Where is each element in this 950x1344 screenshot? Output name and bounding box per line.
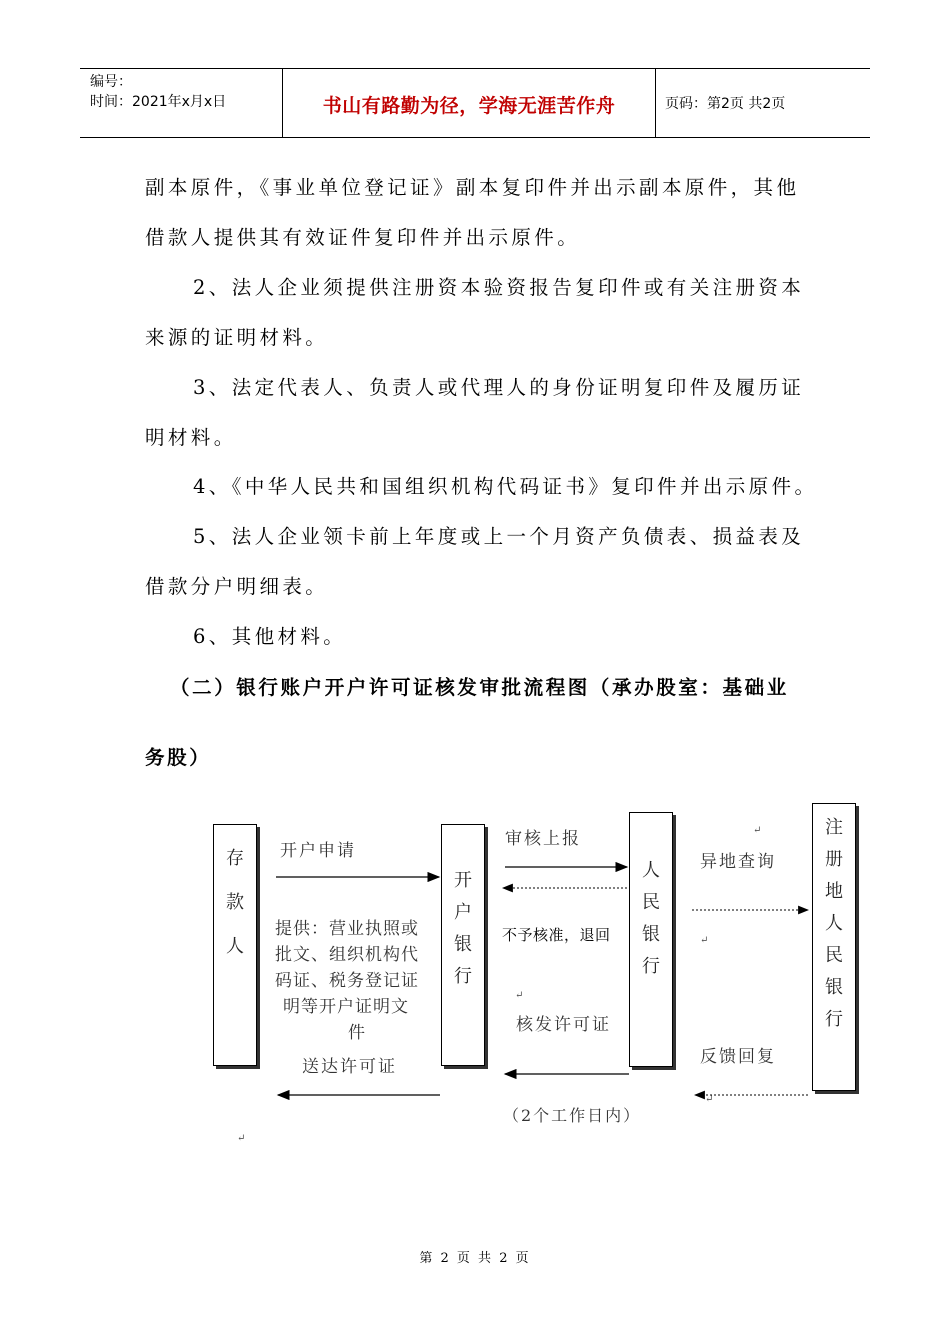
- paragraph-line: 借款分户明细表。: [145, 575, 329, 598]
- number-label: 编号：: [90, 74, 132, 90]
- section-heading-line1: （二）银行账户开户许可证核发审批流程图（承办股室：基础业: [170, 676, 789, 699]
- feedback-label: 反馈回复: [700, 1047, 776, 1067]
- paragraph-mark: ↵: [515, 990, 524, 1001]
- depositor-label: 存 款 人: [226, 848, 244, 957]
- motto-text: 书山有路勤为径，学海无涯苦作舟: [322, 95, 616, 117]
- paragraph-mark: ↵: [700, 935, 709, 946]
- page-footer: 第 2 页 共 2 页: [419, 1251, 531, 1266]
- review-label: 审核上报: [505, 829, 581, 849]
- section-heading-line2: 务股）: [145, 746, 212, 769]
- issue-label: 核发许可证: [516, 1015, 611, 1035]
- paragraph-line: 来源的证明材料。: [145, 326, 329, 349]
- reject-label: 不予核准，退回: [502, 926, 611, 944]
- paragraph-mark: ↵: [705, 1094, 714, 1105]
- page-info: 页码：第2页 共2页: [665, 96, 786, 112]
- paragraph-line: 明材料。: [145, 426, 237, 449]
- paragraph-line: 借款人提供其有效证件复印件并出示原件。: [145, 226, 581, 249]
- time-label: 时间：2021年x月x日: [90, 94, 227, 110]
- registered-pboc-box: [812, 803, 856, 1091]
- paragraph-line: 4、《中华人民共和国组织机构代码证书》复印件并出示原件。: [193, 475, 818, 498]
- paragraph-line: 3、法定代表人、负责人或代理人的身份证明复印件及履历证: [193, 376, 805, 399]
- deliver-label: 送达许可证: [302, 1057, 397, 1077]
- query-label: 异地查询: [700, 852, 776, 872]
- paragraph-line: 副本原件，《事业单位登记证》副本复印件并出示副本原件，其他: [145, 176, 800, 199]
- paragraph-mark: ↵: [753, 825, 762, 836]
- apply-label: 开户申请: [280, 841, 356, 861]
- paragraph-line: 2、法人企业须提供注册资本验资报告复印件或有关注册资本: [193, 276, 805, 299]
- time-limit-label: （2个工作日内）: [503, 1106, 642, 1125]
- registered-pboc-label: 注 册 地 人 民 银 行: [825, 817, 843, 1030]
- pboc-box: [629, 812, 673, 1067]
- provide-text: 提供：营业执照或 批文、组织机构代 码证、税务登记证 明等开户证明文 件: [275, 919, 419, 1043]
- depositor-box: [213, 824, 257, 1066]
- paragraph-line: 5、法人企业领卡前上年度或上一个月资产负债表、损益表及: [193, 525, 805, 548]
- paragraph-line: 6、其他材料。: [193, 625, 347, 648]
- open-bank-label: 开 户 银 行: [454, 870, 472, 987]
- paragraph-mark: ↵: [237, 1133, 246, 1144]
- open-bank-box: [441, 824, 485, 1066]
- pboc-label: 人 民 银 行: [642, 860, 660, 977]
